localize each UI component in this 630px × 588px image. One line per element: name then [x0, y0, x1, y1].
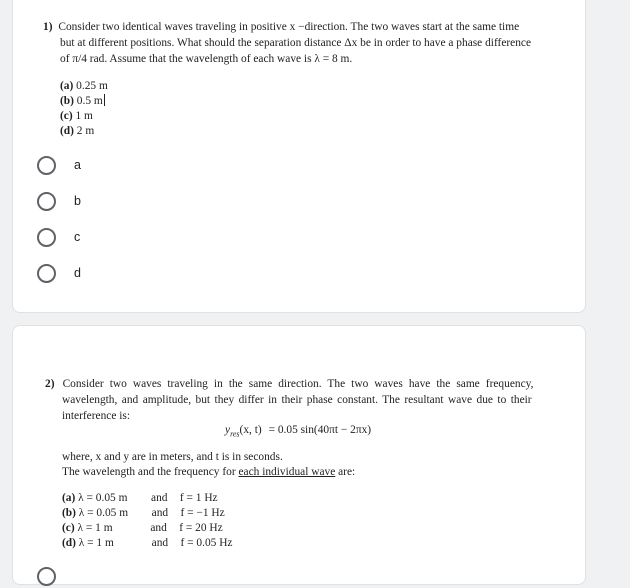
question-1-line-3: of π/4 rad. Assume that the wavelength of each wave is λ = 8 m.	[60, 53, 353, 65]
question-card-1	[12, 0, 586, 313]
q2-option-a-and: and	[151, 492, 168, 504]
question-2-line-1: Consider two waves traveling in the same direction. The two waves have the same frequency,	[62, 378, 534, 390]
q1-option-d-value: 2 m	[76, 125, 95, 137]
ask-suffix: are:	[335, 466, 356, 478]
q2-option-b	[62, 506, 225, 521]
radio-choice-b[interactable]	[37, 189, 81, 213]
q1-option-c-value: 1 m	[75, 110, 93, 122]
q1-option-a	[60, 79, 108, 94]
q1-option-b-value: 0.5 m	[76, 95, 103, 107]
ask-line	[62, 465, 355, 480]
q1-option-c-key: (c)	[60, 110, 73, 122]
q2-option-b-key: (b)	[62, 507, 76, 519]
radio-circle-icon[interactable]	[37, 228, 56, 247]
question-1-line-1: Consider two identical waves traveling in positive x −direction. The two waves start at the same time	[58, 21, 520, 33]
question-1-number: 1)	[43, 21, 53, 33]
q1-option-a-key: (a)	[60, 80, 74, 92]
q1-option-b	[60, 94, 105, 109]
question-2-line-3: interference is:	[62, 410, 130, 422]
q1-option-d-key: (d)	[60, 125, 74, 137]
q2-option-d-and: and	[151, 537, 169, 549]
q2-radio-choice-a[interactable]	[37, 564, 56, 588]
q1-option-c	[60, 109, 93, 124]
q2-option-b-freq: f = −1 Hz	[180, 507, 225, 519]
equation-y: y	[225, 424, 231, 436]
q2-option-c-key: (c)	[62, 522, 75, 534]
text-cursor	[104, 94, 105, 106]
radio-label-b[interactable]: b	[74, 194, 81, 208]
q2-option-c-lambda: λ = 1 m	[77, 522, 113, 534]
equation-subscript: res	[230, 429, 240, 439]
q2-option-b-lambda: λ = 0.05 m	[78, 507, 129, 519]
radio-label-c[interactable]: c	[74, 230, 81, 244]
question-card-2	[12, 325, 586, 585]
ask-prefix: The wavelength and the frequency for	[62, 466, 239, 478]
q2-option-c-and: and	[150, 522, 167, 534]
q2-option-c-freq: f = 20 Hz	[179, 522, 223, 534]
radio-choice-d[interactable]	[37, 261, 81, 285]
question-1-line-2: but at different positions. What should the separation distance Δx be in order to have a phase difference	[60, 37, 532, 49]
q2-option-d-lambda: λ = 1 m	[78, 537, 114, 549]
radio-label-d[interactable]: d	[74, 266, 81, 280]
q1-option-a-value: 0.25 m	[76, 80, 108, 92]
question-2-number: 2)	[45, 378, 55, 390]
q2-option-d-key: (d)	[62, 537, 76, 549]
q2-option-a-lambda: λ = 0.05 m	[78, 492, 128, 504]
question-2-line-2: wavelength, and amplitude, but they differ in their phase constant. The resultant wave due to their	[62, 394, 532, 406]
radio-circle-icon[interactable]	[37, 567, 56, 586]
radio-circle-icon[interactable]	[37, 264, 56, 283]
resultant-wave-equation	[225, 423, 371, 441]
equation-args: (x, t)	[239, 424, 262, 436]
q1-option-b-key: (b)	[60, 95, 74, 107]
radio-circle-icon[interactable]	[37, 156, 56, 175]
q2-option-a-freq: f = 1 Hz	[179, 492, 218, 504]
q2-option-c	[62, 521, 223, 536]
q2-option-b-and: and	[151, 507, 169, 519]
ask-underlined: each individual wave	[238, 466, 336, 478]
q2-option-d	[62, 536, 232, 551]
equation-rhs: = 0.05 sin(40πt − 2πx)	[268, 424, 372, 436]
q2-option-a	[62, 491, 218, 506]
q2-option-d-freq: f = 0.05 Hz	[180, 537, 233, 549]
radio-circle-icon[interactable]	[37, 192, 56, 211]
radio-choice-c[interactable]	[37, 225, 80, 249]
where-line: where, x and y are in meters, and t is in seconds.	[62, 451, 283, 463]
q1-option-d	[60, 124, 94, 139]
radio-label-a[interactable]: a	[74, 158, 81, 172]
q2-option-a-key: (a)	[62, 492, 76, 504]
radio-choice-a[interactable]	[37, 153, 81, 177]
